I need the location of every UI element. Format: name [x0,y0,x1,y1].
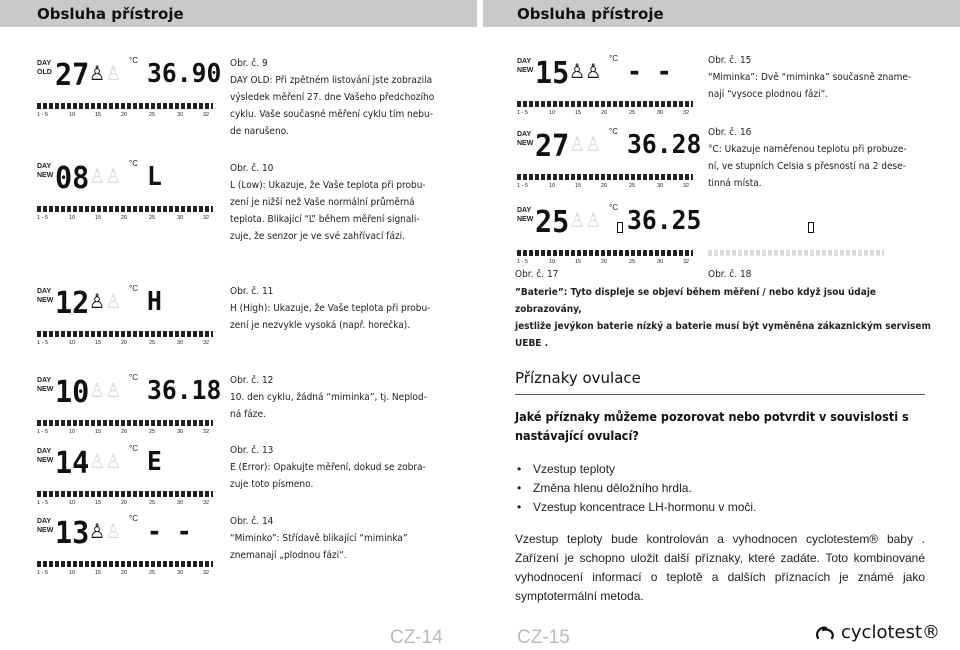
baby-icon: ♙ [89,378,106,402]
lcd-temperature: 36.18 [147,376,222,406]
caption-battery: ”Baterie”: Tyto displeje se objeví během měření / nebo když jsou údaje zobrazovány, jestliže jevýkon baterie nízký a baterie musí být vyměněna zákaznickým servisem UEBE . [515,287,931,349]
tick-label: 15 [95,570,102,576]
tick-label: 25 [149,340,156,346]
lcd-cycle-bar [708,250,884,256]
lcd-cycle-bar [37,420,213,426]
section-paragraph: Vzestup teploty bude kontrolován a vyhodnocen cyclotestem® baby . Zařízení je schopno uložit další příznaky, které zadáte. Toto kombinované vyhodnocení informací o teplotě a dalších příznacích je známé jako symptotermální metoda. [515,532,925,603]
lcd-day-digits: 14 [55,446,90,481]
lcd-cycle-bar [37,206,213,212]
lcd-temperature: L [147,162,162,192]
lcd-tick-labels [37,429,213,437]
tick-label: 20 [121,429,128,435]
cyclotest-logo: cyclotest® [815,622,940,643]
lcd-day-digits: 15 [535,56,570,91]
tick-label: 25 [629,183,636,189]
lcd-degree-label: °C [129,373,138,382]
baby-icon: ♙ [105,164,122,188]
lcd-figure-14 [37,515,217,583]
lcd-cycle-bar [37,561,213,567]
lcd-day-label: DAY NEW [37,448,54,464]
tick-label: 30 [177,500,184,506]
tick-label: 25 [149,215,156,221]
lcd-cycle-bar [37,103,213,109]
tick-label: 1 - 5 [37,429,49,435]
tick-label: 1 - 5 [37,570,49,576]
tick-label: 10 [69,500,76,506]
lcd-day-digits: 12 [55,286,90,321]
baby-icons [89,291,121,311]
lcd-temperature: H [147,287,162,317]
tick-label: 20 [121,340,128,346]
tick-label: 20 [121,112,128,118]
baby-icon: ♙ [585,132,602,156]
tick-label: 20 [121,570,128,576]
caption-11: Obr. č. 11 H (High): Ukazuje, že Vaše teplota při probu- zení je nezvykle vysoká (např. horečka). [230,286,431,331]
tick-label: 32 [683,110,690,116]
lcd-figure-15 [517,55,697,123]
lcd-cycle-bar [37,491,213,497]
tick-label: 1 - 5 [517,183,529,189]
symptom-list [515,460,756,517]
lcd-cycle-bar [37,331,213,337]
lcd-tick-labels [37,215,213,223]
tick-label: 32 [203,340,210,346]
tick-label: 25 [629,110,636,116]
tick-label: 20 [121,215,128,221]
tick-label: 20 [121,500,128,506]
baby-icon: ♙ [105,449,122,473]
lcd-temperature: 36.25 [627,206,702,236]
tick-label: 15 [95,112,102,118]
lcd-day-digits: 08 [55,161,90,196]
list-item: • Vzestup teploty [515,460,756,479]
baby-icon: ♙ [105,61,122,85]
caption-12: Obr. č. 12 10. den cyklu, žádná “miminka”, tj. Neplod- ná fáze. [230,375,427,420]
baby-icon: ♙ [585,59,602,83]
battery-icon [808,222,814,233]
lcd-temperature: - - [627,57,672,87]
lcd-day-label: DAY NEW [37,163,54,179]
tick-label: 30 [177,112,184,118]
tick-label: 32 [203,112,210,118]
page-header-right: Obsluha přístroje [517,5,664,23]
baby-icon: ♙ [89,449,106,473]
baby-icon: ♙ [105,378,122,402]
baby-icon: ♙ [569,208,586,232]
tick-label: 30 [657,259,664,265]
caption-18: Obr. č. 18 [708,269,752,280]
tick-label: 30 [177,340,184,346]
lcd-figure-16 [517,127,702,196]
tick-label: 10 [69,112,76,118]
tick-label: 10 [549,259,556,265]
lcd-figure-13 [37,445,217,513]
tick-label: 25 [149,500,156,506]
tick-label: 15 [95,500,102,506]
lcd-tick-labels [37,340,213,348]
tick-label: 15 [95,215,102,221]
lcd-cycle-bar [517,250,693,256]
lcd-degree-label: °C [609,54,618,63]
caption-9: Obr. č. 9 DAY OLD: Při zpětném listování jste zobrazila výsledek měření 27. dne Vašeho předchozího cyklu. Vaše současné měření cyklu tím nebu- de narušeno. [230,58,435,137]
lcd-tick-labels [37,112,213,120]
lcd-day-label: DAY NEW [37,377,54,393]
lcd-day-digits: 10 [55,375,90,410]
baby-icon: ♙ [89,519,106,543]
caption-14: Obr. č. 14 “Miminko”: Střídavě blikající “miminka” znemanají „plodnou fázi“. [230,516,408,561]
page-number-left: CZ-14 [390,627,443,648]
lcd-degree-label: °C [129,284,138,293]
tick-label: 25 [149,429,156,435]
lcd-figure-9 [37,56,222,125]
lcd-temperature: - - [147,517,192,547]
tick-label: 1 - 5 [37,112,49,118]
lcd-tick-labels [517,110,693,118]
tick-label: 10 [69,340,76,346]
tick-label: 20 [601,183,608,189]
baby-icons [89,521,121,541]
tick-label: 30 [177,429,184,435]
tick-label: 15 [95,340,102,346]
page-header-left: Obsluha přístroje [37,5,184,23]
lcd-tick-labels [517,183,693,191]
caption-16: Obr. č. 16 °C: Ukazuje naměřenou teplotu při probuze- ní, ve stupních Celsia s přesností na 2 dese- tinná místa. [708,127,907,189]
tick-label: 15 [575,183,582,189]
lcd-day-label: DAY NEW [37,518,54,534]
section-title: Příznaky ovulace [515,369,641,387]
tick-label: 15 [575,259,582,265]
baby-icon: ♙ [105,289,122,313]
lcd-degree-label: °C [609,203,618,212]
baby-icon: ♙ [569,132,586,156]
caption-17: Obr. č. 17 [515,269,559,280]
caption-10: Obr. č. 10 L (Low): Ukazuje, že Vaše teplota při probu- zení je nižší než Vaše normální průměrná teplota. Blikající “L” během měření signali- zuje, že senzor je ve své zahřívací fázi. [230,163,426,242]
tick-label: 10 [549,183,556,189]
lcd-figure-18 [708,204,888,272]
page-number-right: CZ-15 [517,627,570,648]
tick-label: 32 [203,215,210,221]
lcd-temperature: 36.28 [627,130,702,160]
tick-label: 25 [149,112,156,118]
baby-icon: ♙ [585,208,602,232]
tick-label: 32 [683,183,690,189]
tick-label: 30 [177,570,184,576]
section-question: Jaké příznaky můžeme pozorovat nebo potvrdit v souvislosti s nastávající ovulací? [515,409,909,443]
lcd-temperature: E [147,447,162,477]
tick-label: 20 [601,110,608,116]
list-item: • Vzestup koncentrace LH-hormonu v moči. [515,498,756,517]
lcd-day-label: DAY NEW [517,58,534,74]
lcd-day-digits: 13 [55,516,90,551]
lcd-tick-labels [37,570,213,578]
tick-label: 20 [601,259,608,265]
lcd-tick-labels [37,500,213,508]
tick-label: 30 [177,215,184,221]
lcd-cycle-bar [517,174,693,180]
tick-label: 1 - 5 [37,340,49,346]
lcd-figure-17 [517,203,702,272]
tick-label: 30 [657,110,664,116]
tick-label: 30 [657,183,664,189]
lcd-degree-label: °C [129,444,138,453]
lcd-day-label: DAY NEW [517,207,534,223]
tick-label: 10 [69,215,76,221]
baby-icons [569,134,601,154]
list-item: • Změna hlenu děložního hrdla. [515,479,756,498]
baby-icons [569,61,601,81]
tick-label: 15 [95,429,102,435]
tick-label: 10 [69,570,76,576]
baby-icons [89,451,121,471]
lcd-degree-label: °C [129,514,138,523]
baby-icon: ♙ [105,519,122,543]
baby-icons [89,166,121,186]
section-divider [515,394,925,395]
lcd-day-digits: 27 [55,58,90,93]
tick-label: 32 [203,500,210,506]
lcd-day-label: DAY NEW [37,288,54,304]
tick-label: 10 [69,429,76,435]
caption-13: Obr. č. 13 E (Error): Opakujte měření, dokud se zobra- zuje toto písmeno. [230,445,426,490]
lcd-day-digits: 27 [535,129,570,164]
tick-label: 32 [203,570,210,576]
baby-icon: ♙ [89,289,106,313]
baby-icons [569,210,601,230]
tick-label: 1 - 5 [37,215,49,221]
tick-label: 1 - 5 [37,500,49,506]
baby-icon: ♙ [569,59,586,83]
lcd-degree-label: °C [129,159,138,168]
tick-label: 1 - 5 [517,110,529,116]
tick-label: 25 [629,259,636,265]
logo-mark-icon [815,624,837,642]
lcd-temperature: 36.90 [147,59,222,89]
battery-icon [617,222,623,233]
tick-label: 15 [575,110,582,116]
baby-icon: ♙ [89,164,106,188]
tick-label: 32 [683,259,690,265]
tick-label: 25 [149,570,156,576]
lcd-degree-label: °C [129,56,138,65]
lcd-degree-label: °C [609,127,618,136]
lcd-figure-11 [37,285,217,353]
baby-icons [89,63,121,83]
caption-15: Obr. č. 15 “Miminka”: Dvě “miminka” současně zname- nají “vysoce plodnou fázi”. [708,55,912,100]
lcd-figure-12 [37,373,222,442]
lcd-day-label: DAY NEW [517,131,534,147]
baby-icon: ♙ [89,61,106,85]
lcd-figure-10 [37,160,217,228]
tick-label: 10 [549,110,556,116]
lcd-cycle-bar [517,101,693,107]
tick-label: 1 - 5 [517,259,529,265]
lcd-day-digits: 25 [535,205,570,240]
baby-icons [89,380,121,400]
tick-label: 32 [203,429,210,435]
lcd-day-label: DAY OLD [37,60,52,76]
